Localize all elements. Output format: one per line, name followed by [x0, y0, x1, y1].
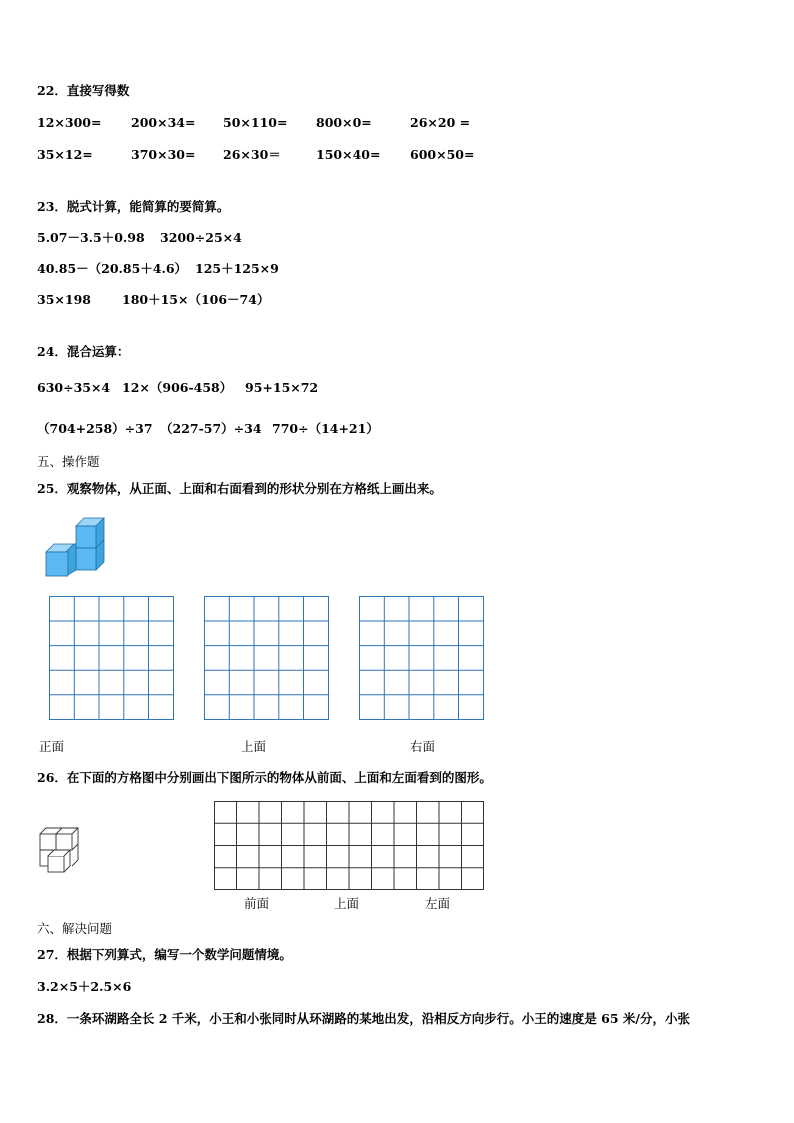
q26-title: 26．在下面的方格图中分别画出下图所示的物体从前面、上面和左面看到的图形。	[37, 770, 492, 785]
q23-item: 5.07－3.5＋0.98	[37, 230, 145, 245]
q24-title: 24．混合运算：	[37, 344, 130, 359]
section-heading: 五、操作题	[37, 454, 100, 469]
q25-title: 25．观察物体，从正面、上面和右面看到的形状分别在方格纸上画出来。	[37, 481, 442, 496]
section-heading: 六、解决问题	[37, 921, 113, 936]
grid-label-right: 右面	[410, 739, 436, 754]
q24-item: （227-57）÷34	[160, 421, 262, 436]
q24-item: （704+258）÷37	[37, 421, 153, 436]
q23-title: 23．脱式计算，能简算的要简算。	[37, 199, 230, 214]
q23-item: 180＋15×（106－74）	[122, 292, 270, 307]
q23-item: 125＋125×9	[195, 261, 279, 276]
q23-item: 3200÷25×4	[160, 230, 242, 245]
q22-item: 600×50=	[410, 147, 475, 162]
q24-item: 770÷（14+21）	[272, 421, 379, 436]
grid-label-top-view: 上面	[334, 896, 360, 911]
grid-three-views	[214, 801, 484, 890]
grid-label-front-view: 前面	[244, 896, 270, 911]
q22-title: 22．直接写得数	[37, 83, 130, 98]
q22-item: 26×20 =	[410, 115, 471, 130]
q22-item: 150×40=	[316, 147, 381, 162]
q22-item: 50×110=	[223, 115, 288, 130]
grid-label-front: 正面	[39, 739, 65, 754]
grid-label-left-view: 左面	[425, 896, 451, 911]
q24-item: 12×（906-458）	[122, 380, 233, 395]
q23-item: 40.85－（20.85＋4.6）	[37, 261, 188, 276]
cube-outline-figure	[38, 826, 80, 874]
grid-front	[49, 596, 174, 720]
q27-expression: 3.2×5＋2.5×6	[37, 979, 132, 994]
q22-item: 200×34=	[131, 115, 196, 130]
grid-right	[359, 596, 484, 720]
grid-top	[204, 596, 329, 720]
q22-item: 370×30=	[131, 147, 196, 162]
q22-item: 800×0=	[316, 115, 372, 130]
q22-item: 35×12=	[37, 147, 93, 162]
q24-item: 95+15×72	[245, 380, 319, 395]
q24-item: 630÷35×4	[37, 380, 111, 395]
q22-item: 26×30＝	[223, 147, 281, 162]
q23-item: 35×198	[37, 292, 91, 307]
grid-label-top: 上面	[241, 739, 267, 754]
q28-text: 28．一条环湖路全长 2 千米，小王和小张同时从环湖路的某地出发，沿相反方向步行。小王的速度是 65 米/分，小张	[37, 1011, 690, 1026]
q27-title: 27．根据下列算式，编写一个数学问题情境。	[37, 947, 292, 962]
q22-item: 12×300=	[37, 115, 102, 130]
cube-stack-figure	[44, 517, 108, 577]
